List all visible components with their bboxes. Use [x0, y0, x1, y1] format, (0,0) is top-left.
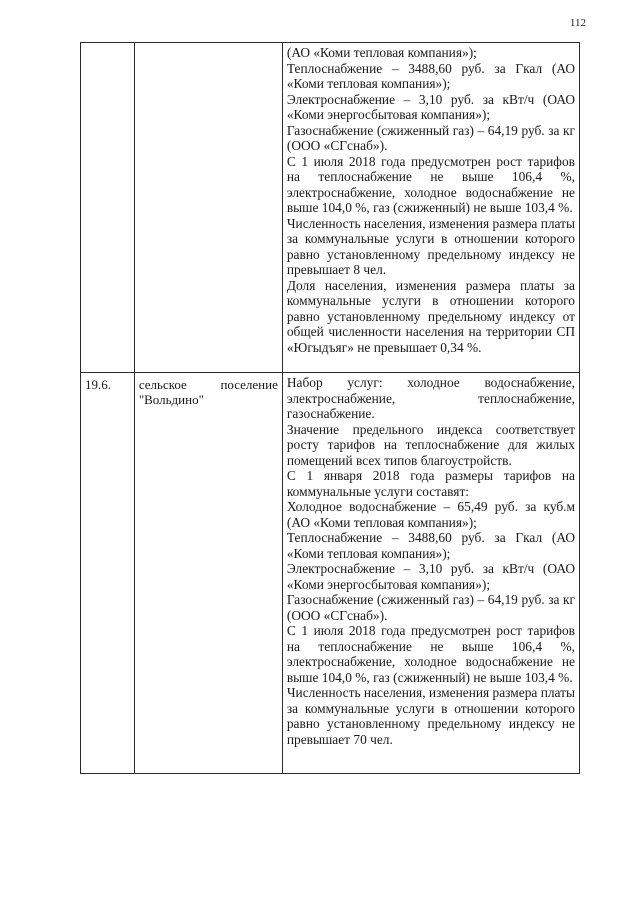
paragraph: Электроснабжение – 3,10 руб. за кВт/ч (ОАО «Коми энергосбытовая компания»);: [286, 91, 575, 122]
description-cell: [282, 373, 579, 774]
settlement-name: "Вольдино": [138, 392, 204, 407]
paragraph: Теплоснабжение – 3488,60 руб. за Гкал (АО «Коми тепловая компания»);: [286, 60, 575, 91]
paragraph: Холодное водоснабжение – 65,49 руб. за куб.м (АО «Коми тепловая компания»);: [286, 499, 575, 530]
paragraph: Доля населения, изменения размера платы за коммунальные услуги в отношении которого равно установленному предельному индексу от общей численности населения на территории СП «Югыдъяг» не превышает 0,34 %.: [286, 277, 575, 355]
table-row-continuation: [81, 43, 580, 373]
paragraph: Газоснабжение (сжиженный газ) – 64,19 руб. за кг (ООО «СГснаб»).: [286, 592, 575, 623]
number-cell-empty: [81, 43, 135, 373]
paragraph: Теплоснабжение – 3488,60 руб. за Гкал (АО «Коми тепловая компания»);: [286, 530, 575, 561]
settlement-type-word: сельское: [138, 377, 187, 392]
settlement-type-word: поселение: [220, 377, 278, 392]
paragraph: Газоснабжение (сжиженный газ) – 64,19 руб. за кг (ООО «СГснаб»).: [286, 122, 575, 153]
paragraph: Набор услуг: холодное водоснабжение, электроснабжение, теплоснабжение, газоснабжение.: [286, 375, 575, 421]
page-number: 112: [569, 17, 586, 29]
paragraph: Значение предельного индекса соответствует росту тарифов на теплоснабжение для жилых помещений всех типов благоустройств.: [286, 421, 575, 468]
name-cell-empty: [134, 43, 282, 373]
paragraph: Численность населения, изменения размера платы за коммунальные услуги в отношении которого равно установленному предельному индексу не превышает 8 чел.: [286, 215, 575, 277]
description-cell: [282, 43, 579, 373]
paragraph: Численность населения, изменения размера платы за коммунальные услуги в отношении которого равно установленному предельному индексу не превышает 70 чел.: [286, 685, 575, 747]
row-number: 19.6.: [81, 373, 135, 774]
paragraph: С 1 июля 2018 года предусмотрен рост тарифов на теплоснабжение не выше 106,4 %, электроснабжение, холодное водоснабжение не выше 104,0 %, газ (сжиженный) не выше 103,4 %.: [286, 153, 575, 215]
tariff-table: [80, 42, 580, 774]
paragraph: (АО «Коми тепловая компания»);: [286, 45, 477, 60]
paragraph: С 1 января 2018 года размеры тарифов на коммунальные услуги составят:: [286, 468, 575, 499]
settlement-name-cell: [134, 373, 282, 774]
table-row-19-6: [81, 373, 580, 774]
paragraph: С 1 июля 2018 года предусмотрен рост тарифов на теплоснабжение не выше 106,4 %, электроснабжение, холодное водоснабжение не выше 104,0 %, газ (сжиженный) не выше 103,4 %.: [286, 623, 575, 685]
paragraph: Электроснабжение – 3,10 руб. за кВт/ч (ОАО «Коми энергосбытовая компания»);: [286, 561, 575, 592]
